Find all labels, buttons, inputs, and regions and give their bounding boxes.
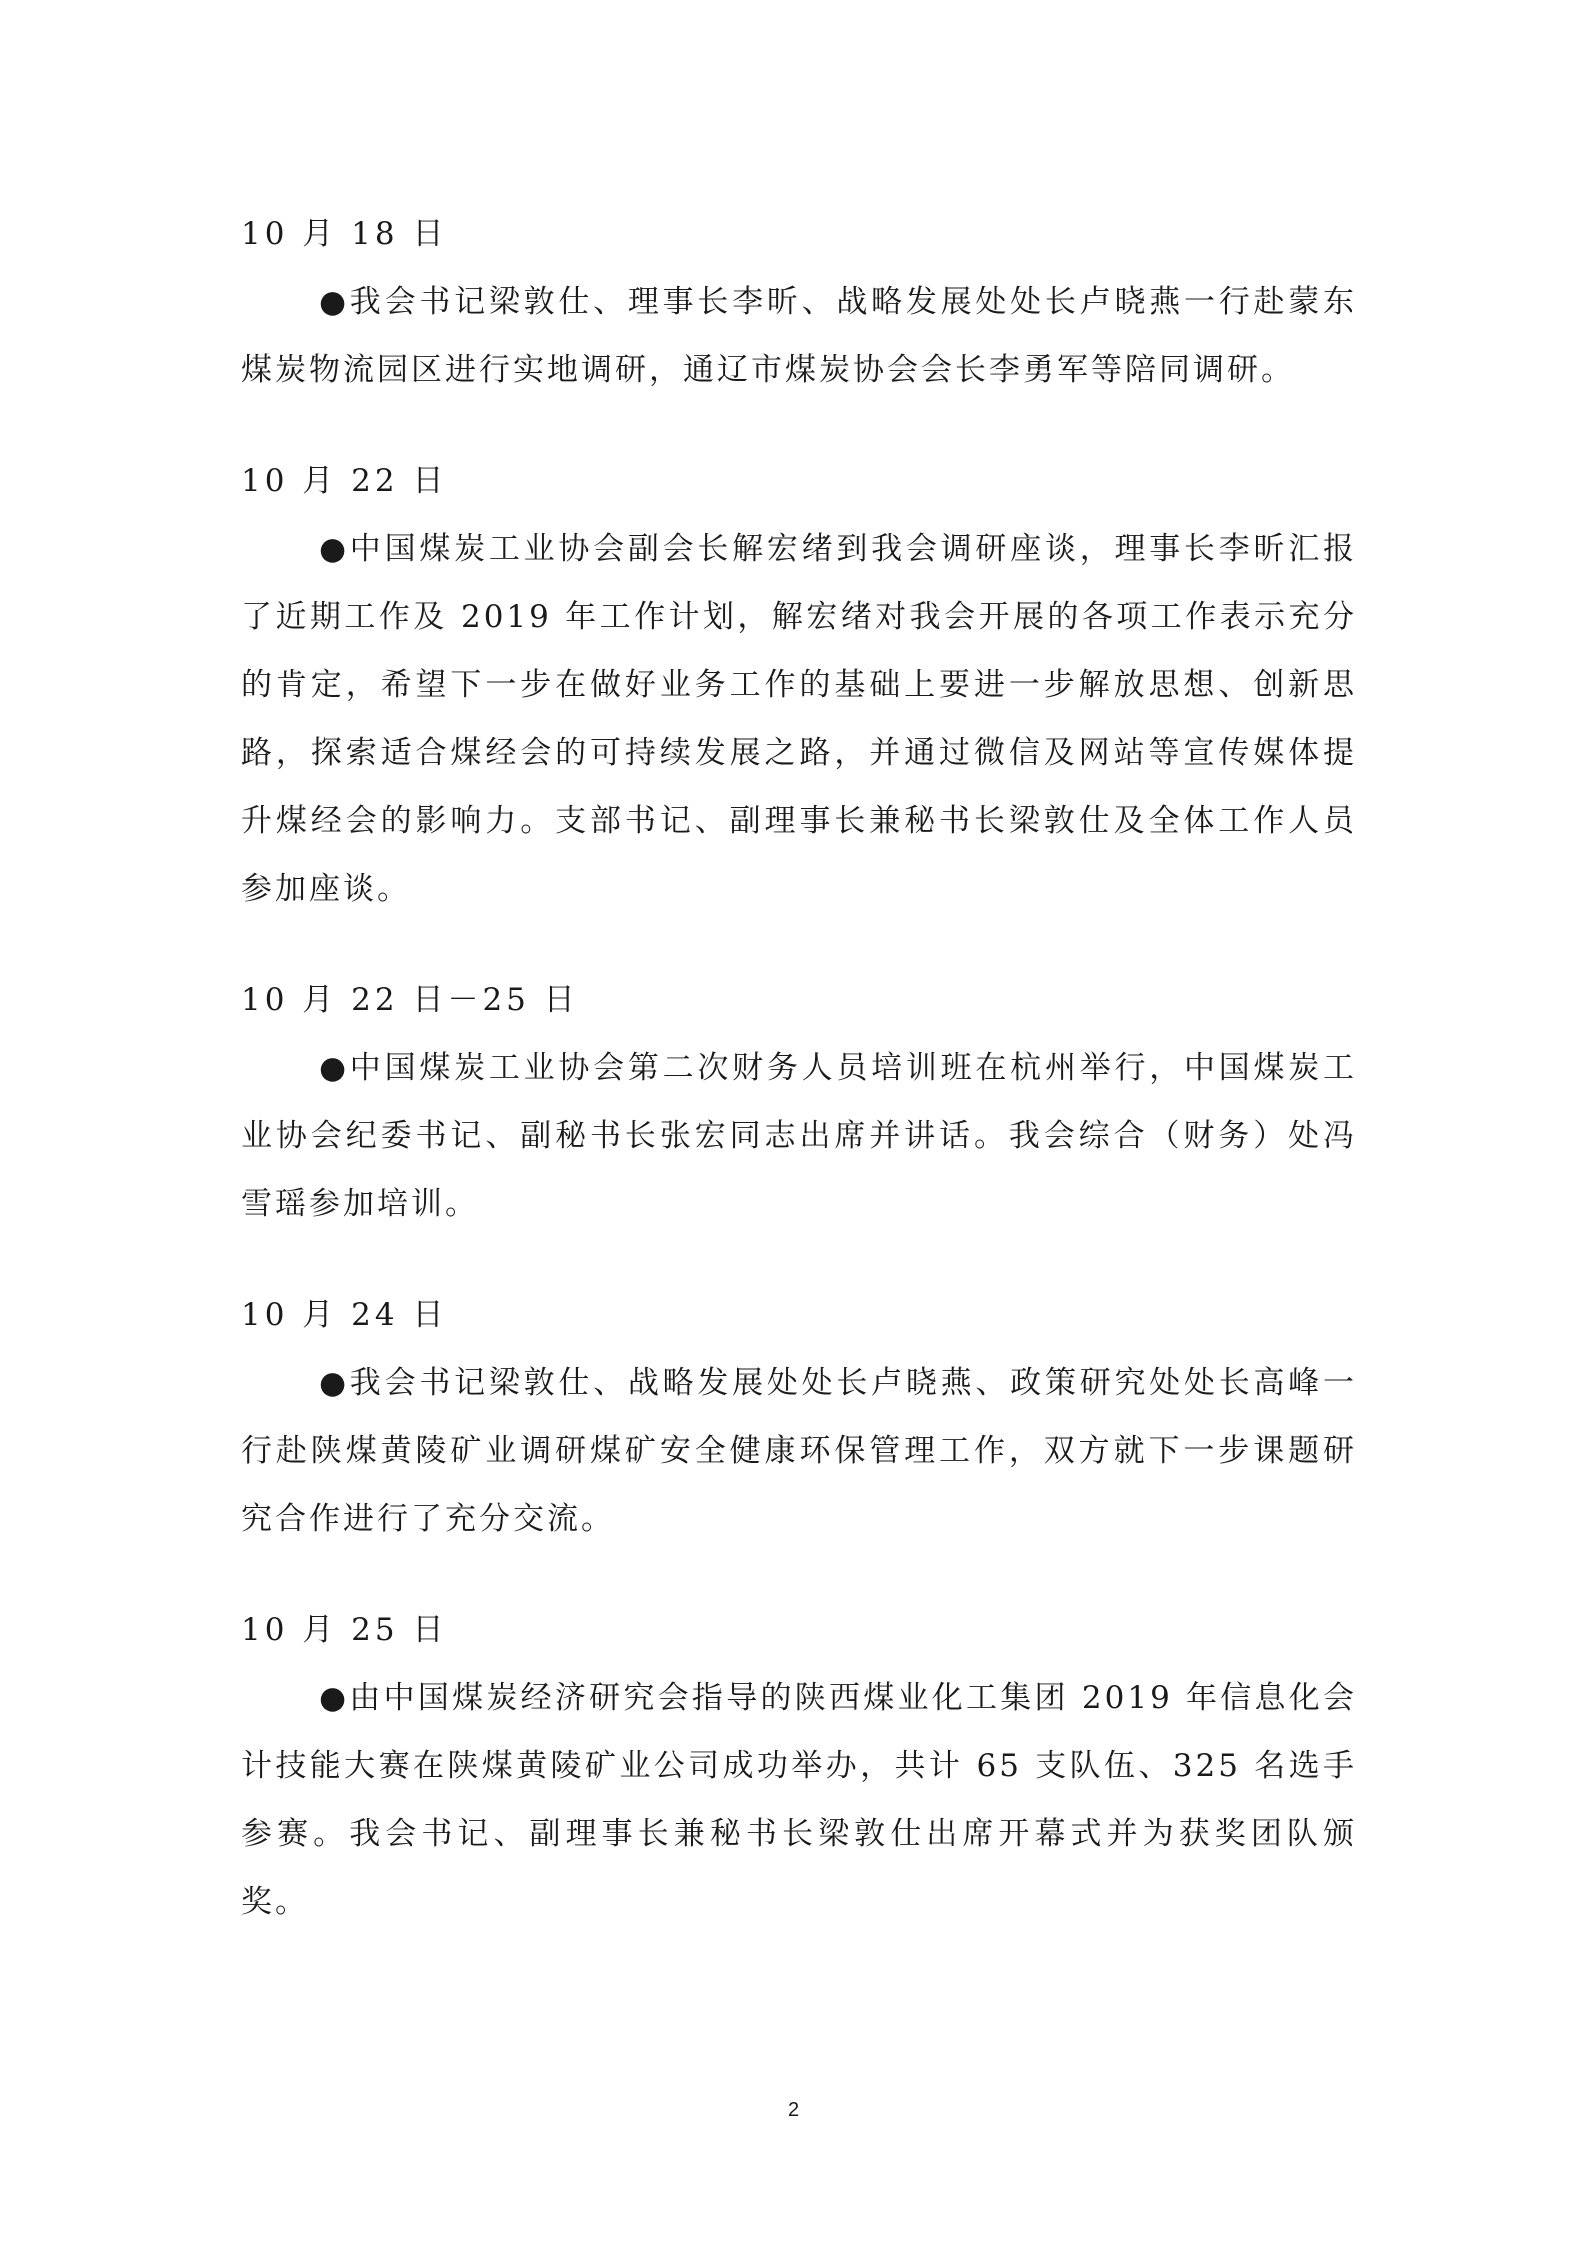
entry-date: 10 月 22 日: [241, 463, 448, 499]
entry-text: ●中国煤炭工业协会第二次财务人员培训班在杭州举行，中国煤炭工业协会纪委书记、副秘书长张宏同志出席并讲话。我会综合（财务）处冯雪瑶参加培训。: [241, 1050, 1357, 1222]
entry-date: 10 月 25 日: [241, 1612, 448, 1648]
entry-text: ●中国煤炭工业协会副会长解宏绪到我会调研座谈，理事长李昕汇报了近期工作及 2019 年工作计划，解宏绪对我会开展的各项工作表示充分的肯定，希望下一步在做好业务工作的基础上要进一步解放思想、创新思路，探索适合煤经会的可持续发展之路，并通过微信及网站等宣传媒体提升煤经会的影响力。支部书记、副理事长兼秘书长梁敦仕及全体工作人员参加座谈。: [241, 531, 1357, 907]
entry-date: 10 月 18 日: [241, 216, 448, 252]
entry-text: ●我会书记梁敦仕、战略发展处处长卢晓燕、政策研究处处长高峰一行赴陕煤黄陵矿业调研煤矿安全健康环保管理工作，双方就下一步课题研究合作进行了充分交流。: [241, 1365, 1357, 1537]
entry-oct-25: [241, 1596, 1357, 1936]
entry-date: 10 月 24 日: [241, 1297, 448, 1333]
entry-oct-18: [241, 200, 1357, 404]
entry-oct-22: [241, 447, 1357, 923]
entry-text: ●我会书记梁敦仕、理事长李昕、战略发展处处长卢晓燕一行赴蒙东煤炭物流园区进行实地调研，通辽市煤炭协会会长李勇军等陪同调研。: [241, 284, 1357, 388]
entry-oct-22-25: [241, 966, 1357, 1238]
document-body: [241, 200, 1357, 1979]
page-number: 2: [787, 2099, 800, 2121]
entry-text: ●由中国煤炭经济研究会指导的陕西煤业化工集团 2019 年信息化会计技能大赛在陕煤黄陵矿业公司成功举办，共计 65 支队伍、325 名选手参赛。我会书记、副理事长兼秘书长梁敦仕出席开幕式并为获奖团队颁奖。: [241, 1680, 1357, 1920]
entry-date: 10 月 22 日－25 日: [241, 982, 579, 1018]
entry-oct-24: [241, 1281, 1357, 1553]
